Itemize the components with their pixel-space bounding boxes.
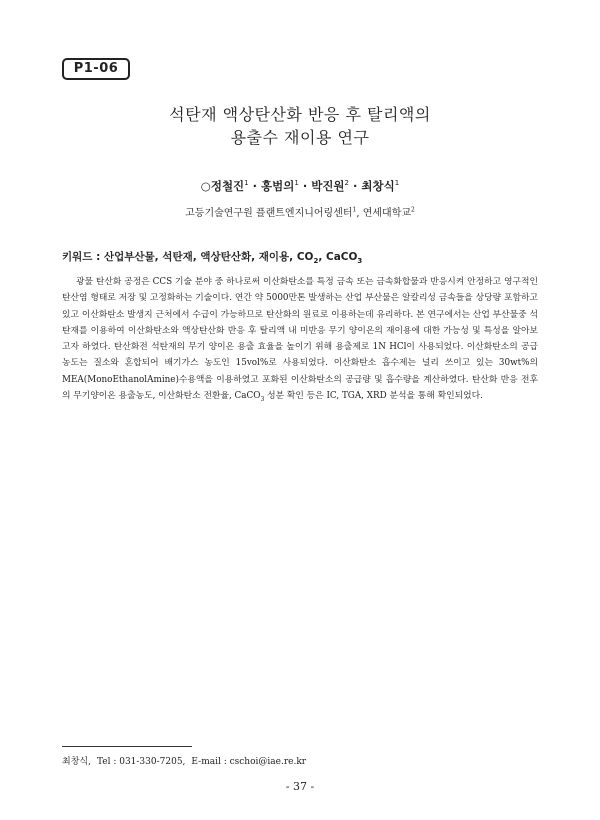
author-separator: ·	[248, 179, 262, 193]
keywords-separator: ,	[318, 251, 326, 263]
author-affiliation-mark: 1	[394, 179, 400, 188]
abstract-subscript: 3	[260, 395, 265, 403]
presenter-mark: ○	[200, 179, 211, 193]
author-name: 최창식	[361, 179, 395, 193]
affiliation-mark-2: 2	[411, 206, 415, 214]
author-affiliation-mark: 1	[244, 179, 249, 188]
affiliation-org-1: 고등기술연구원 플랜트엔지니어링센터	[185, 208, 353, 219]
keywords-line	[62, 249, 542, 265]
affiliation-org-2: 연세대학교	[362, 208, 412, 219]
affiliation-separator: ,	[356, 208, 363, 219]
keywords-co2-subscript: 2	[313, 257, 319, 266]
footnote-tel: Tel : 031-330-7205,	[96, 757, 186, 767]
author-name: 정철진	[210, 179, 245, 193]
abstract-paragraph	[62, 274, 538, 408]
keywords-caco3-subscript: 3	[357, 257, 363, 266]
author-name: 홍범의	[261, 179, 295, 193]
author-separator: ·	[298, 179, 312, 193]
corresponding-author-footnote	[62, 754, 312, 767]
author-affiliation-mark: 1	[294, 179, 299, 188]
paper-title-line-1: 석탄재 액상탄산화 반응 후 탈리액의	[169, 105, 431, 124]
keywords-caco3: CaCO	[325, 251, 358, 263]
author-name: 박진원	[311, 179, 345, 193]
page-number: - 37 -	[285, 780, 315, 793]
keywords-text: 산업부산물, 석탄재, 액상탄산화, 재이용, CO	[103, 251, 314, 263]
author-affiliation-mark: 2	[344, 179, 350, 188]
paper-title-line-2: 용출수 재이용 연구	[230, 128, 370, 147]
abstract-text-part-1: 광물 탄산화 공정은 CCS 기술 분야 중 하나로써 이산화탄소를 특정 금속 또는 금속화합물과 반응시켜 안정하고 영구적인 탄산염 형태로 저장 및 고정화하는 기술이다. 연간 약 5000만톤 발생하는 산업 부산물은 알칼리성 금속들을 상당량 포함하고 있고 이산화탄소 발생지 근처에서 수급이 가능하므로 탄산화의 원료로 이용하는데 유리하다. 본 연구에서는 산업 부산물중 석탄재를 이용하여 이산화탄소와 액상탄산화 반응 후 탈리액 내 미반응 무기 양이온의 재이용에 대한 가능성 및 특성을 알아보고자 하였다. 탄산화전 석탄재의 무기 양이온 용출 효율을 높이기 위해 용출제로 1N HCl이 사용되었다. 이산화탄소의 공급농도는 질소와 혼합되어 배기가스 농도인 15vol%로 사용되었다. 이산화탄소 흡수제는 널리 쓰이고 있는 30wt%의 MEA(MonoEthanolAmine)수용액을 이용하였고 포화된 이산화탄소의 공급량 및 흡수량을 계산하였다. 탄산화 반응 전후의 무기양이온 용출농도, 이산화탄소 전환율, CaCO	[62, 277, 538, 402]
author-list	[0, 178, 600, 194]
affiliation-mark-1: 1	[352, 206, 357, 214]
footnote-name: 최창식,	[62, 757, 91, 767]
footnote-divider	[62, 746, 192, 747]
session-code-badge: P1-06	[62, 58, 130, 80]
footnote-email: E-mail : cschoi@iae.re.kr	[191, 757, 307, 767]
abstract-text-part-2: 성분 확인 등은 IC, TGA, XRD 분석을 통해 확인되었다.	[264, 391, 483, 402]
affiliation-line	[0, 204, 600, 219]
keywords-label: 키워드 :	[62, 251, 104, 263]
author-separator: ·	[349, 179, 362, 193]
